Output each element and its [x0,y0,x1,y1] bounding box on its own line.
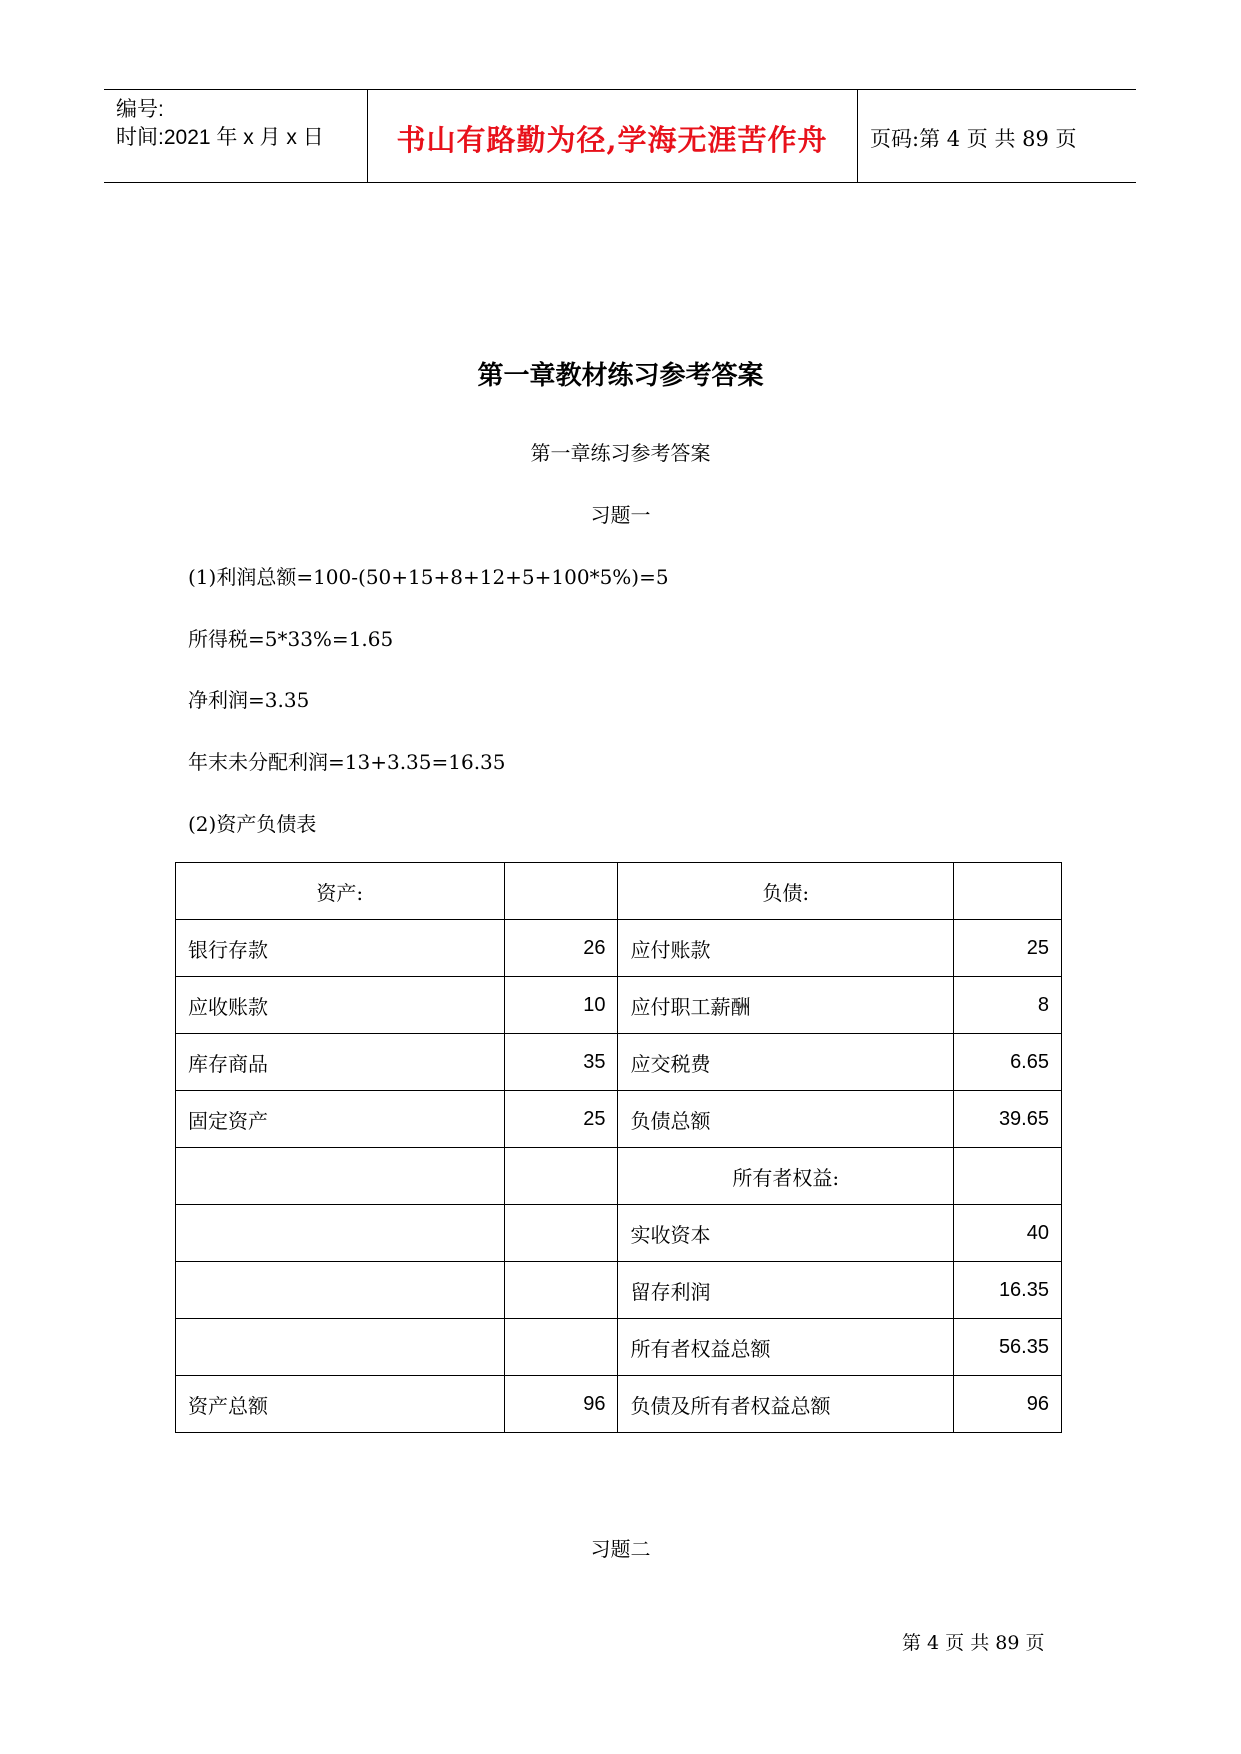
liability-name-cell: 负债及所有者权益总额 [618,1376,954,1433]
time-label: 时间:2021 年 x 月 x 日 [116,126,324,149]
asset-value-cell: 96 [504,1376,618,1433]
liability-value-cell: 8 [954,977,1062,1034]
motto: 书山有路勤为径,学海无涯苦作舟 [396,123,828,157]
equity-header: 所有者权益: [618,1148,954,1205]
asset-name-cell: 固定资产 [176,1091,505,1148]
table-row [176,1034,1062,1091]
asset-name-cell: 银行存款 [176,920,505,977]
liability-name-cell: 应付职工薪酬 [618,977,954,1034]
asset-value-cell: 26 [504,920,618,977]
net-profit-line: 净利润=3.35 [188,688,310,712]
asset-value-cell: 25 [504,1091,618,1148]
income-tax-line: 所得税=5*33%=1.65 [188,627,394,651]
table-row [176,863,1062,920]
table-row [176,977,1062,1034]
liability-value-cell: 56.35 [954,1319,1062,1376]
assets-header: 资产: [176,863,505,920]
table-row [176,1091,1062,1148]
asset-name-cell [176,1319,505,1376]
table-row [176,1319,1062,1376]
exercise-2-heading: 习题二 [590,1537,651,1561]
liability-name-cell: 应付账款 [618,920,954,977]
asset-value-cell: 35 [504,1034,618,1091]
liability-value-cell [954,1148,1062,1205]
asset-value-cell [504,863,618,920]
asset-name-cell [176,1205,505,1262]
liability-value-cell [954,863,1062,920]
table-row [176,1148,1062,1205]
asset-value-cell [504,1148,618,1205]
asset-name-cell: 库存商品 [176,1034,505,1091]
table-row [176,1376,1062,1433]
exercise-1-heading: 习题一 [590,503,651,527]
liability-name-cell: 实收资本 [618,1205,954,1262]
liability-name-cell: 留存利润 [618,1262,954,1319]
retained-profit-line: 年末未分配利润=13+3.35=16.35 [188,750,506,774]
asset-value-cell: 10 [504,977,618,1034]
liability-value-cell: 6.65 [954,1034,1062,1091]
liability-name-cell: 负债总额 [618,1091,954,1148]
liability-value-cell: 16.35 [954,1262,1062,1319]
header-motto-cell [367,90,858,182]
asset-name-cell [176,1262,505,1319]
asset-name-cell: 应收账款 [176,977,505,1034]
asset-value-cell [504,1262,618,1319]
balance-sheet-table [175,862,1062,1433]
page-header [104,89,1136,183]
header-right-cell [857,90,1136,182]
asset-name-cell [176,1148,505,1205]
asset-value-cell [504,1205,618,1262]
asset-name-cell: 资产总额 [176,1376,505,1433]
liability-name-cell: 所有者权益总额 [618,1319,954,1376]
liability-value-cell: 40 [954,1205,1062,1262]
profit-total-line: (1)利润总额=100-(50+15+8+12+5+100*5%)=5 [188,565,669,589]
liability-value-cell: 25 [954,920,1062,977]
header-left-cell [104,90,368,182]
page-info: 页码:第 4 页 共 89 页 [870,127,1077,151]
liability-name-cell: 应交税费 [618,1034,954,1091]
liability-value-cell: 39.65 [954,1091,1062,1148]
liabilities-header: 负债: [618,863,954,920]
table-row [176,1262,1062,1319]
number-label: 编号: [116,98,164,121]
subtitle: 第一章练习参考答案 [530,441,711,465]
table-row [176,920,1062,977]
table-row [176,1205,1062,1262]
liability-value-cell: 96 [954,1376,1062,1433]
balance-sheet-label: (2)资产负债表 [188,812,317,836]
asset-value-cell [504,1319,618,1376]
document-title: 第一章教材练习参考答案 [477,361,764,391]
page-footer: 第 4 页 共 89 页 [902,1632,1045,1654]
